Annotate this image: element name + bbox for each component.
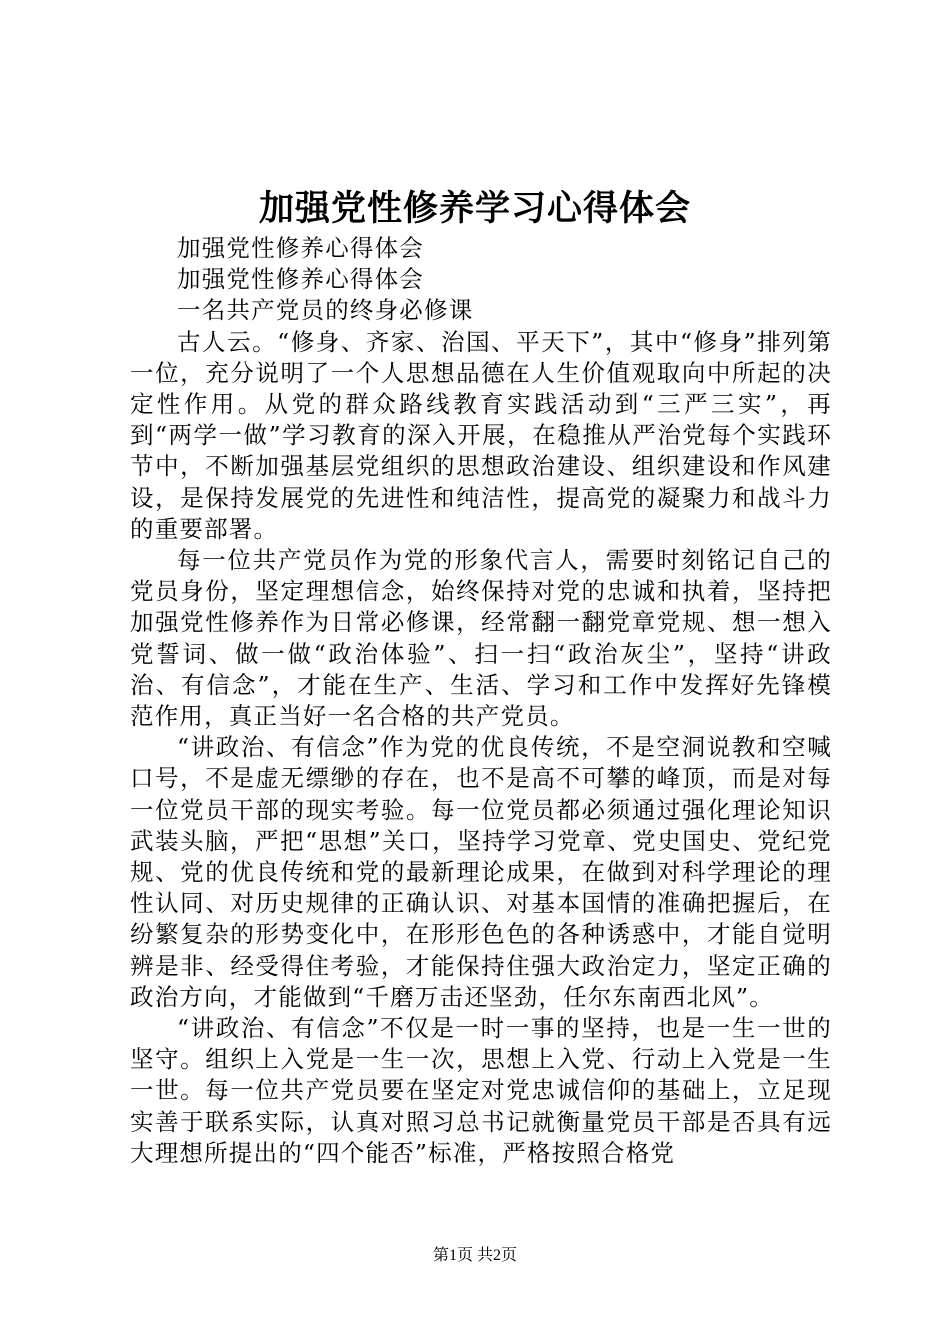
document-body	[130, 233, 832, 1169]
subtitle-line-3: 一名共产党员的终身必修课	[177, 296, 474, 325]
subtitle-line-1: 加强党性修养心得体会	[177, 234, 424, 262]
subtitle-line-2: 加强党性修养心得体会	[177, 265, 424, 294]
body-paragraph-3: “讲政治、有信念”作为党的优良传统，不是空洞说教和空喊口号，不是虚无缥缈的存在，也不是高不可攀的峰顶，而是对每一位党员干部的现实考验。每一位党员都必须通过强化理论知识武装头脑，严把“思想”关口，坚持学习党章、党史国史、党纪党规、党的优良传统和党的最新理论成果，在做到对科学理论的理性认同、对历史规律的正确认识、对基本国情的准确把握后，在纷繁复杂的形势变化中，在形形色色的各种诱惑中，才能自觉明辨是非、经受得住考验，才能保持住强大政治定力，坚定正确的政治方向，才能做到“千磨万击还坚劲，任尔东南西北风”。	[130, 733, 832, 1011]
body-paragraph-2: 每一位共产党员作为党的形象代言人，需要时刻铭记自己的党员身份，坚定理想信念，始终保持对党的忠诚和执着，坚持把加强党性修养作为日常必修课，经常翻一翻党章党规、想一想入党誓词、做一做“政治体验”、扫一扫“政治灰尘”，坚持“讲政治、有信念”，才能在生产、生活、学习和工作中发挥好先锋模范作用，真正当好一名合格的共产党员。	[130, 546, 832, 731]
body-paragraph-1: 古人云。“修身、齐家、治国、平天下”，其中“修身”排列第一位，充分说明了一个人思想品德在人生价值观取向中所起的决定性作用。从党的群众路线教育实践活动到“三严三实”，再到“两学一做”学习教育的深入开展，在稳推从严治党每个实践环节中，不断加强基层党组织的思想政治建设、组织建设和作风建设，是保持发展党的先进性和纯洁性，提高党的凝聚力和战斗力的重要部署。	[130, 327, 832, 543]
page-number: 第1页 共2页	[432, 1247, 517, 1264]
page-title: 加强党性修养学习心得体会	[258, 188, 691, 229]
body-paragraph-4: “讲政治、有信念”不仅是一时一事的坚持，也是一生一世的坚守。组织上入党是一生一次，思想上入党、行动上入党是一生一世。每一位共产党员要在坚定对党忠诚信仰的基础上，立足现实善于联系实际，认真对照习总书记就衡量党员干部是否具有远大理想所提出的“四个能否”标准，严格按照合格党	[130, 1014, 832, 1167]
